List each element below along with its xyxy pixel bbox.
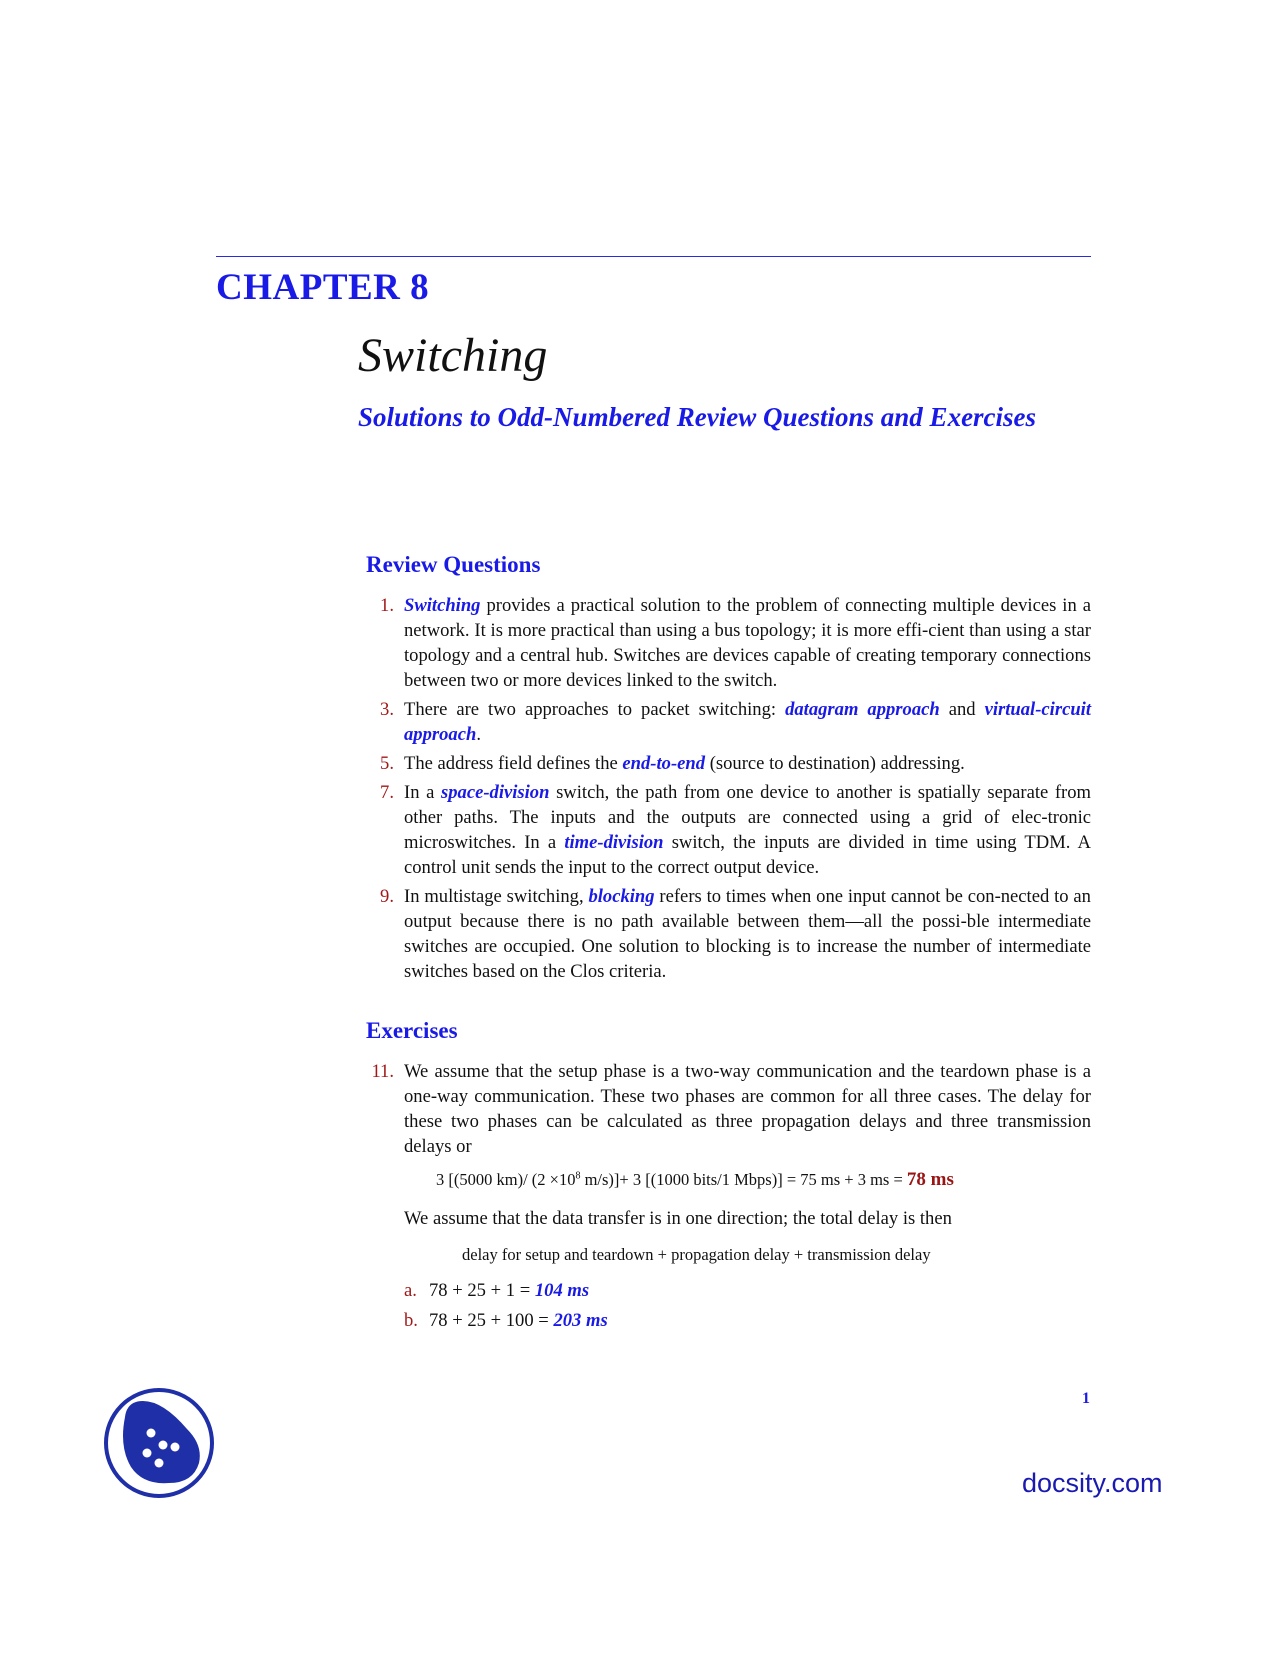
list-item: 7. In a space-division switch, the path from one device to another is spatially separate from other paths. The inputs and the outputs are connected using a grid of elec-tronic microswitches. In a time-division switch, the inputs are divided in time using TDM. A control unit sends the input to the correct output device.	[380, 782, 1092, 878]
list-item: a. 78 + 25 + 1 = 104 ms	[404, 1280, 590, 1301]
list-item: 5. The address field defines the end-to-end (source to destination) addressing.	[380, 753, 965, 774]
exercises-list	[366, 1059, 1091, 1163]
list-item: b. 78 + 25 + 100 = 203 ms	[404, 1310, 608, 1331]
list-item: 3. There are two approaches to packet switching: datagram approach and virtual-circuit approach.	[380, 699, 1091, 745]
chapter-subtitle: Solutions to Odd-Numbered Review Questions and Exercises	[358, 402, 1037, 432]
exercises-heading: Exercises	[366, 1018, 458, 1043]
list-item: 11. We assume that the setup phase is a two-way communication and the teardown phase is a one-way communication. These two phases are common for all three cases. The delay for these two phases can be calculated as three propagation delays and three transmission delays or	[371, 1061, 1091, 1157]
paragraph-data-transfer: We assume that the data transfer is in one direction; the total delay is then	[404, 1208, 952, 1229]
term-end-to-end: end-to-end	[622, 753, 706, 774]
answer-list	[404, 1278, 608, 1338]
equation-propagation: 3 [(5000 km)/ ($2 \times 10^8$ m/s)]+ 3 [(1000 bits/1 Mbps)] = 75 ms + 3 ms = 78 ms	[436, 1169, 954, 1190]
term-space-division: space-division	[441, 782, 550, 803]
docsity-logo-icon	[103, 1387, 215, 1499]
term-time-division: time-division	[564, 832, 664, 853]
chapter-title: Switching	[358, 329, 548, 382]
term-virtual-circuit-approach: virtual-circuit approach	[404, 699, 1091, 745]
term-blocking: blocking	[588, 886, 655, 907]
list-item: 9. In multistage switching, blocking refers to times when one input cannot be con-nected to an output because there is no path available between them—all the possi-ble intermediate switches are occupied. One solution to blocking is to increase the number of intermediate switches based on the Clos criteria.	[380, 886, 1091, 982]
term-datagram-approach: datagram approach	[785, 699, 940, 720]
header-rule	[216, 256, 1091, 257]
review-questions-heading: Review Questions	[366, 552, 541, 577]
review-questions-list	[366, 593, 1091, 988]
term-switching: Switching	[404, 595, 481, 616]
result-78ms: 78 ms	[906, 1169, 954, 1190]
result-203ms: 203 ms	[553, 1310, 608, 1331]
chapter-label: CHAPTER 8	[216, 267, 430, 308]
docsity-brand-text[interactable]: docsity.com	[1022, 1468, 1163, 1498]
result-104ms: 104 ms	[534, 1280, 590, 1301]
equation-total-delay: delay for setup and teardown + propagation delay + transmission delay	[462, 1245, 931, 1264]
list-item: 1. Switching provides a practical solution to the problem of connecting multiple devices in a network. It is more practical than using a bus topology; it is more effi-cient than using a star topology and a central hub. Switches are devices capable of creating temporary connections between two or more devices linked to the switch.	[380, 595, 1091, 691]
page-number: 1	[1082, 1390, 1090, 1407]
